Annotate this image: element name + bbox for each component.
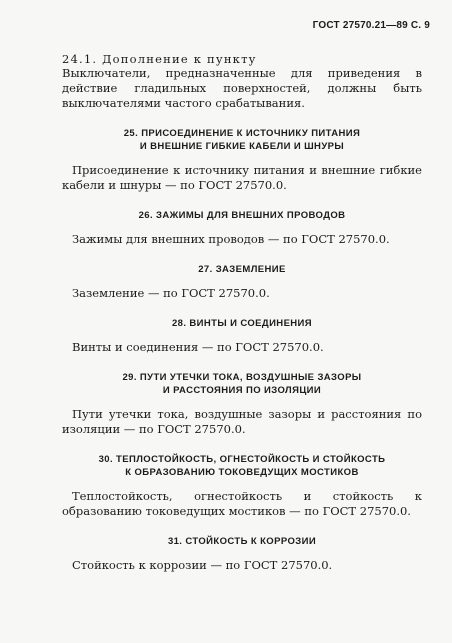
document-body [62, 52, 422, 573]
section-31-text: Стойкость к коррозии — по ГОСТ 27570.0. [72, 558, 333, 572]
section-29-text: Пути утечки тока, воздушные зазоры и расстояния по изоляции — по ГОСТ 27570.0. [62, 407, 422, 436]
section-29-title-cont: И РАССТОЯНИЯ ПО ИЗОЛЯЦИИ [162, 385, 322, 396]
section-28-text: Винты и соединения — по ГОСТ 27570.0. [72, 340, 324, 354]
section-25-title-cont: И ВНЕШНИЕ ГИБКИЕ КАБЕЛИ И ШНУРЫ [139, 141, 345, 152]
section-25-title: 25. ПРИСОЕДИНЕНИЕ К ИСТОЧНИКУ ПИТАНИЯ [123, 128, 361, 139]
section-26-text: Зажимы для внешних проводов — по ГОСТ 27570.0. [72, 232, 390, 246]
section-30-title-cont: К ОБРАЗОВАНИЮ ТОКОВЕДУЩИХ МОСТИКОВ [125, 467, 359, 478]
section-29-title: 29. ПУТИ УТЕЧКИ ТОКА, ВОЗДУШНЫЕ ЗАЗОРЫ [122, 372, 362, 383]
section-25-text: Присоединение к источнику питания и внешние гибкие кабели и шнуры — по ГОСТ 27570.0. [62, 163, 422, 192]
section-30-title: 30. ТЕПЛОСТОЙКОСТЬ, ОГНЕСТОЙКОСТЬ И СТОЙКОСТЬ [98, 454, 386, 465]
section-30-text: Теплостойкость, огнестойкость и стойкость к образованию токоведущих мостиков — по ГОСТ 27570.0. [62, 489, 422, 518]
page-header: ГОСТ 27570.21—89 С. 9 [312, 20, 430, 31]
section-27-title: 27. ЗАЗЕМЛЕНИЕ [198, 264, 286, 275]
section-28-title: 28. ВИНТЫ И СОЕДИНЕНИЯ [171, 318, 313, 329]
section-27-text: Заземление — по ГОСТ 27570.0. [72, 286, 270, 300]
section-31-title: 31. СТОЙКОСТЬ К КОРРОЗИИ [167, 536, 317, 547]
subclause-title: 24.1. Дополнение к пункту [62, 52, 257, 66]
clause-24-text: Выключатели, предназначенные для приведения в действие гладильных поверхностей, должны быть выключателями частого срабатывания. [62, 66, 422, 110]
section-26-title: 26. ЗАЖИМЫ ДЛЯ ВНЕШНИХ ПРОВОДОВ [138, 210, 346, 221]
